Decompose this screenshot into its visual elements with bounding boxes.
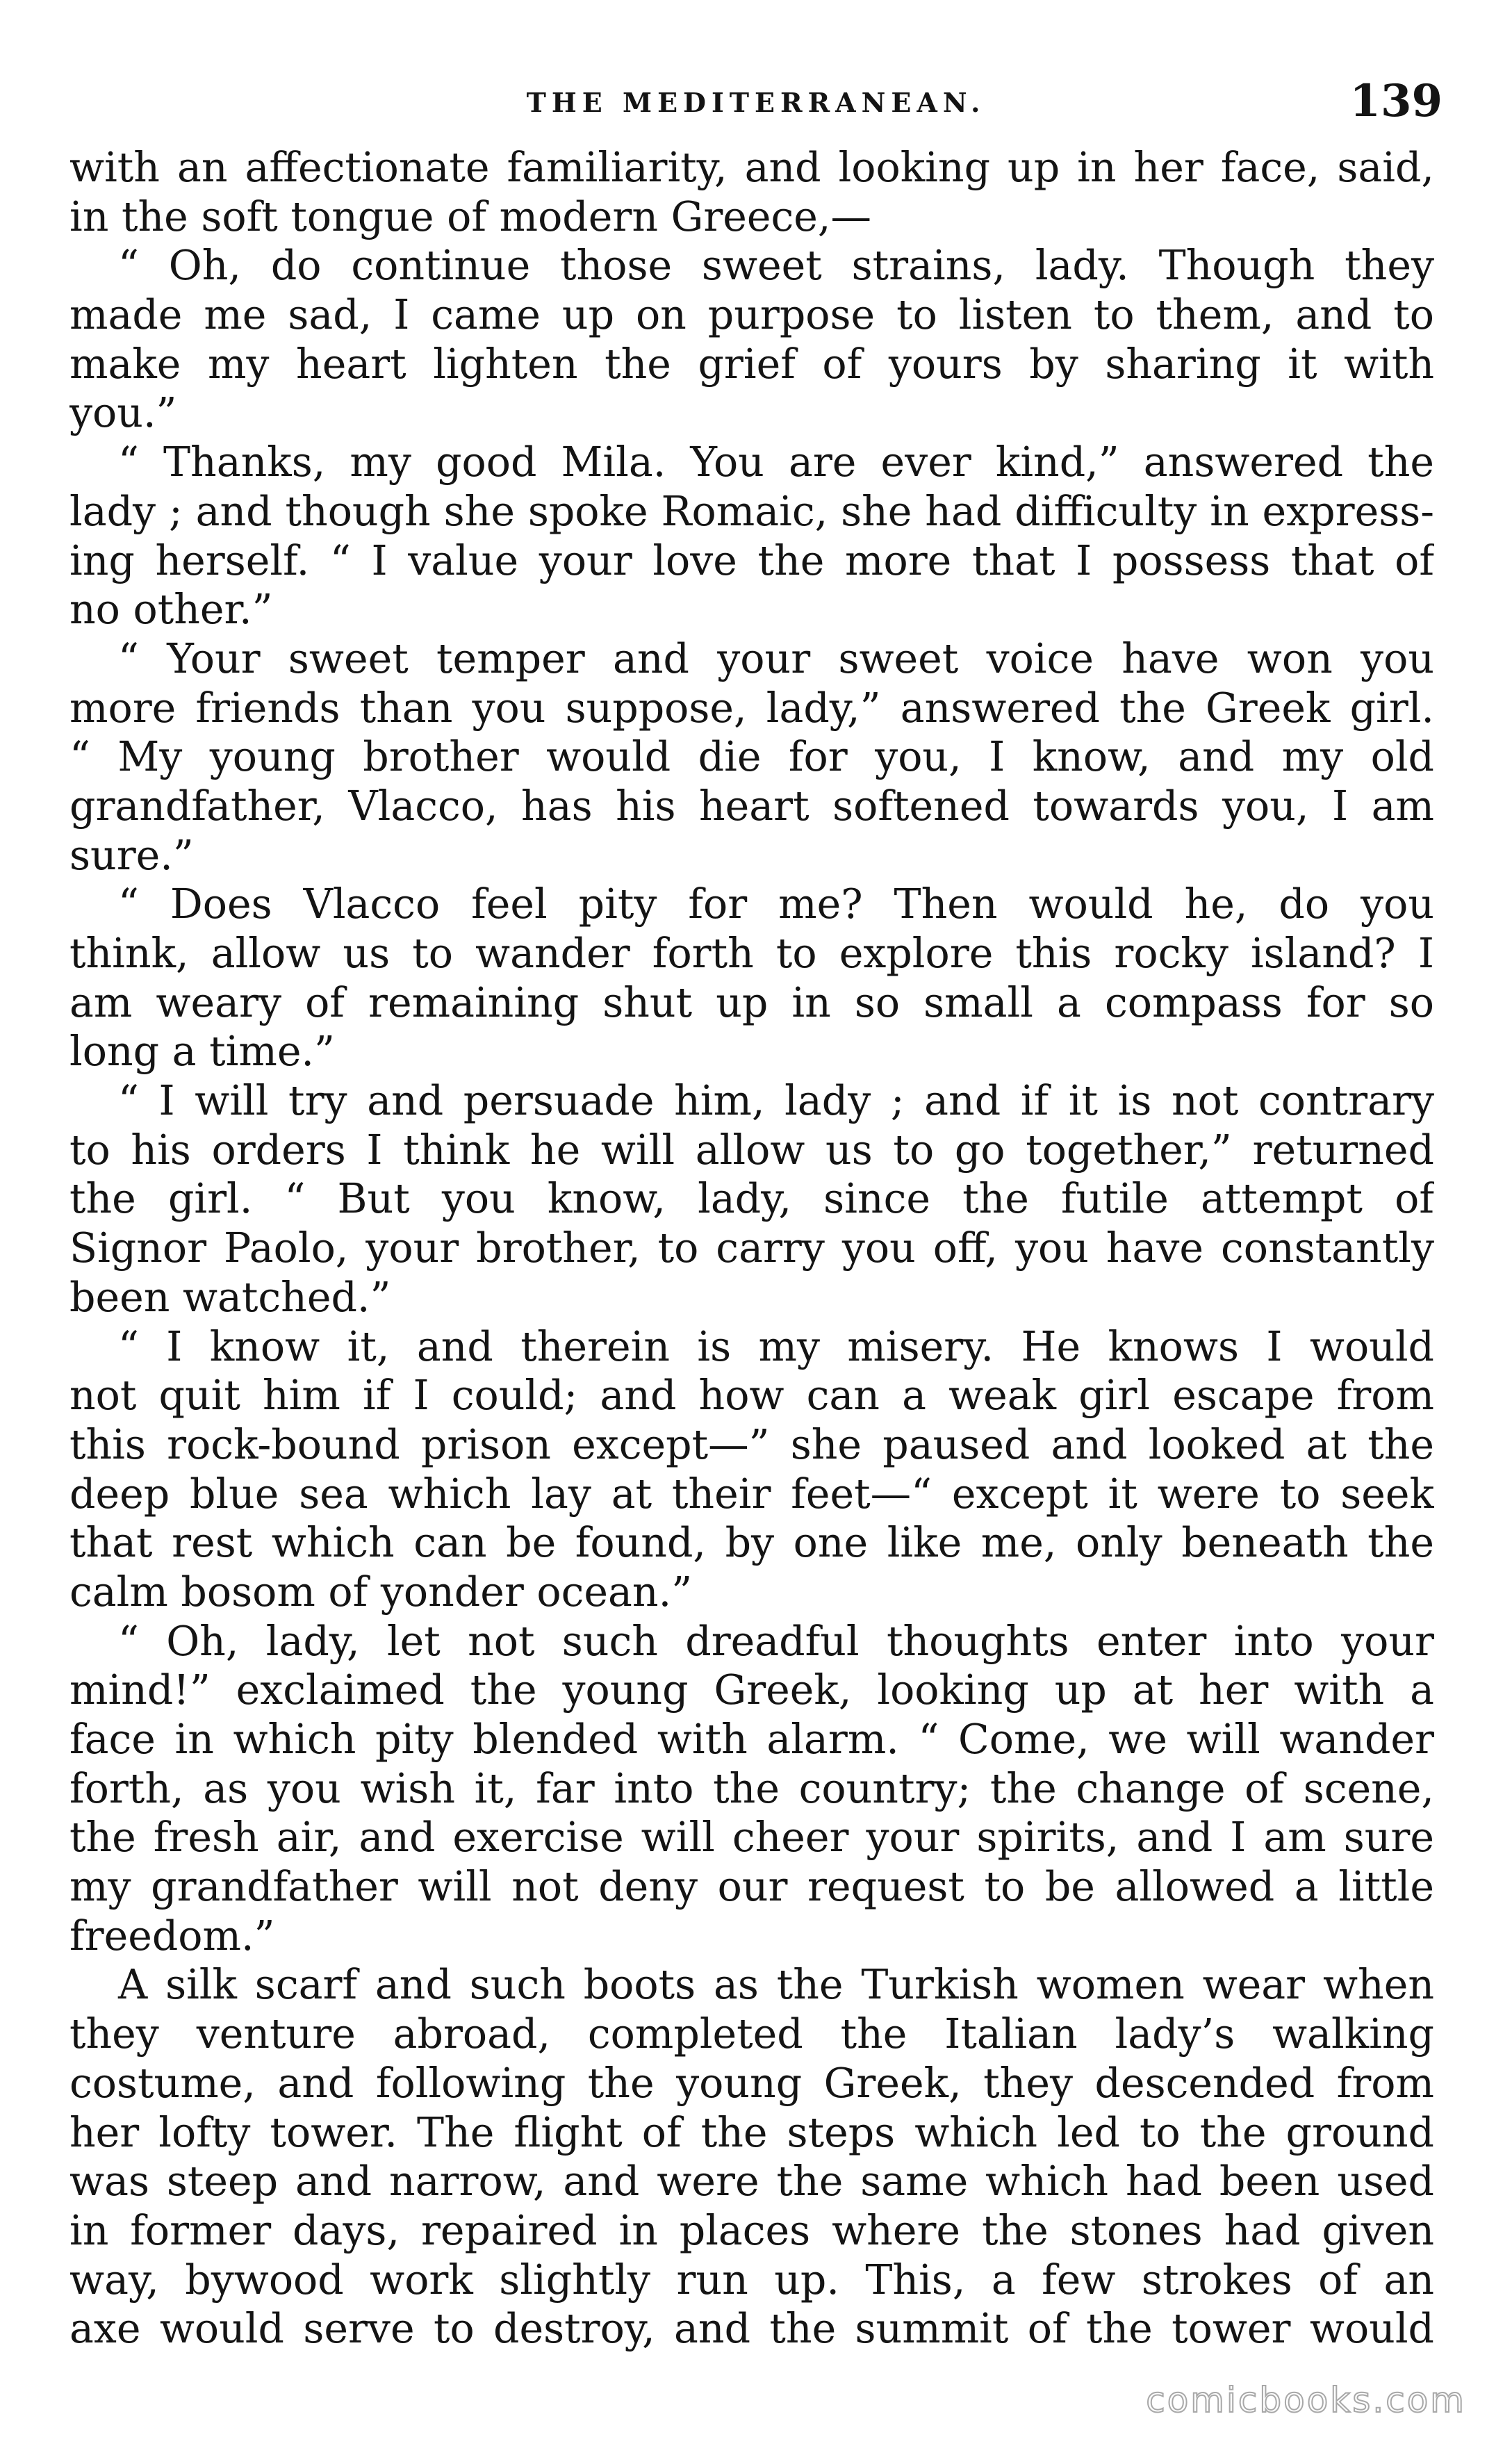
text-line: more friends than you suppose, lady,” answered the Greek girl.	[69, 684, 1434, 732]
text-line: my grandfather will not deny our request to be allowed a little	[69, 1863, 1434, 1911]
text-line: to his orders I think he will allow us to go together,” returned	[69, 1126, 1434, 1174]
text-line: way, bywood work slightly run up. This, a few strokes of an	[69, 2256, 1434, 2304]
text-line: with an affectionate familiarity, and looking up in her face, said,	[69, 144, 1434, 191]
text-line: they venture abroad, completed the Italian lady’s walking	[69, 2010, 1434, 2058]
text-line: the fresh air, and exercise will cheer your spirits, and I am sure	[69, 1814, 1434, 1862]
text-line: “ I know it, and therein is my misery. He knows I would	[118, 1322, 1434, 1370]
text-line: not quit him if I could; and how can a weak girl escape from	[69, 1372, 1434, 1420]
text-line: “ My young brother would die for you, I know, and my old	[69, 733, 1434, 781]
text-line: the girl. “ But you know, lady, since the futile attempt of	[69, 1175, 1434, 1223]
text-line: in the soft tongue of modern Greece,—	[69, 192, 872, 240]
text-line: in former days, repaired in places where the stones had given	[69, 2206, 1434, 2254]
text-line: lady ; and though she spoke Romaic, she had difficulty in express-	[69, 487, 1434, 535]
text-line: her lofty tower. The flight of the steps which led to the ground	[69, 2108, 1434, 2156]
text-line: made me sad, I came up on purpose to listen to them, and to	[69, 291, 1434, 339]
text-line: this rock-bound prison except—” she paused and looked at the	[69, 1420, 1434, 1468]
text-line: think, allow us to wander forth to explore this rocky island? I	[69, 930, 1434, 977]
text-line: A silk scarf and such boots as the Turkish women wear when	[118, 1961, 1434, 2009]
text-line: forth, as you wish it, far into the country; the change of scene,	[69, 1764, 1434, 1812]
text-line: “ Oh, do continue those sweet strains, lady. Though they	[118, 242, 1434, 290]
text-line: grandfather, Vlacco, has his heart softened towards you, I am	[69, 782, 1434, 830]
text-line: face in which pity blended with alarm. “ Come, we will wander	[69, 1716, 1434, 1763]
text-line: “ Oh, lady, let not such dreadful thoughts enter into your	[118, 1617, 1434, 1665]
text-line: deep blue sea which lay at their feet—“ except it were to seek	[69, 1470, 1434, 1518]
text-line: been watched.”	[69, 1273, 391, 1321]
text-line: make my heart lighten the grief of yours by sharing it with	[69, 340, 1434, 388]
text-line: long a time.”	[69, 1028, 335, 1076]
text-line: “ Does Vlacco feel pity for me? Then would he, do you	[118, 880, 1434, 928]
page-header	[0, 75, 1512, 138]
text-line: am weary of remaining shut up in so small a compass for so	[69, 978, 1434, 1026]
text-line: ing herself. “ I value your love the more that I possess that of	[69, 536, 1434, 584]
running-title: THE MEDITERRANEAN.	[526, 87, 986, 118]
text-line: Signor Paolo, your brother, to carry you off, you have constantly	[69, 1224, 1434, 1272]
text-line: freedom.”	[69, 1912, 275, 1960]
text-line: sure.”	[69, 831, 194, 879]
text-line: “ I will try and persuade him, lady ; and if it is not contrary	[118, 1077, 1434, 1125]
text-line: calm bosom of yonder ocean.”	[69, 1568, 693, 1616]
page-number: 139	[1349, 75, 1443, 127]
text-line: mind!” exclaimed the young Greek, looking up at her with a	[69, 1666, 1434, 1714]
text-line: “ Thanks, my good Mila. You are ever kind,” answered the	[118, 438, 1434, 486]
text-line: axe would serve to destroy, and the summit of the tower would	[69, 2305, 1434, 2353]
text-line: that rest which can be found, by one like me, only beneath the	[69, 1519, 1434, 1567]
text-line: “ Your sweet temper and your sweet voice have won you	[118, 634, 1434, 682]
body-text	[69, 143, 1434, 2354]
text-line: no other.”	[69, 586, 273, 634]
watermark: comicbooks.com	[1146, 2380, 1466, 2420]
text-line: was steep and narrow, and were the same which had been used	[69, 2158, 1434, 2206]
text-line: you.”	[69, 389, 177, 437]
text-line: costume, and following the young Greek, they descended from	[69, 2059, 1434, 2107]
